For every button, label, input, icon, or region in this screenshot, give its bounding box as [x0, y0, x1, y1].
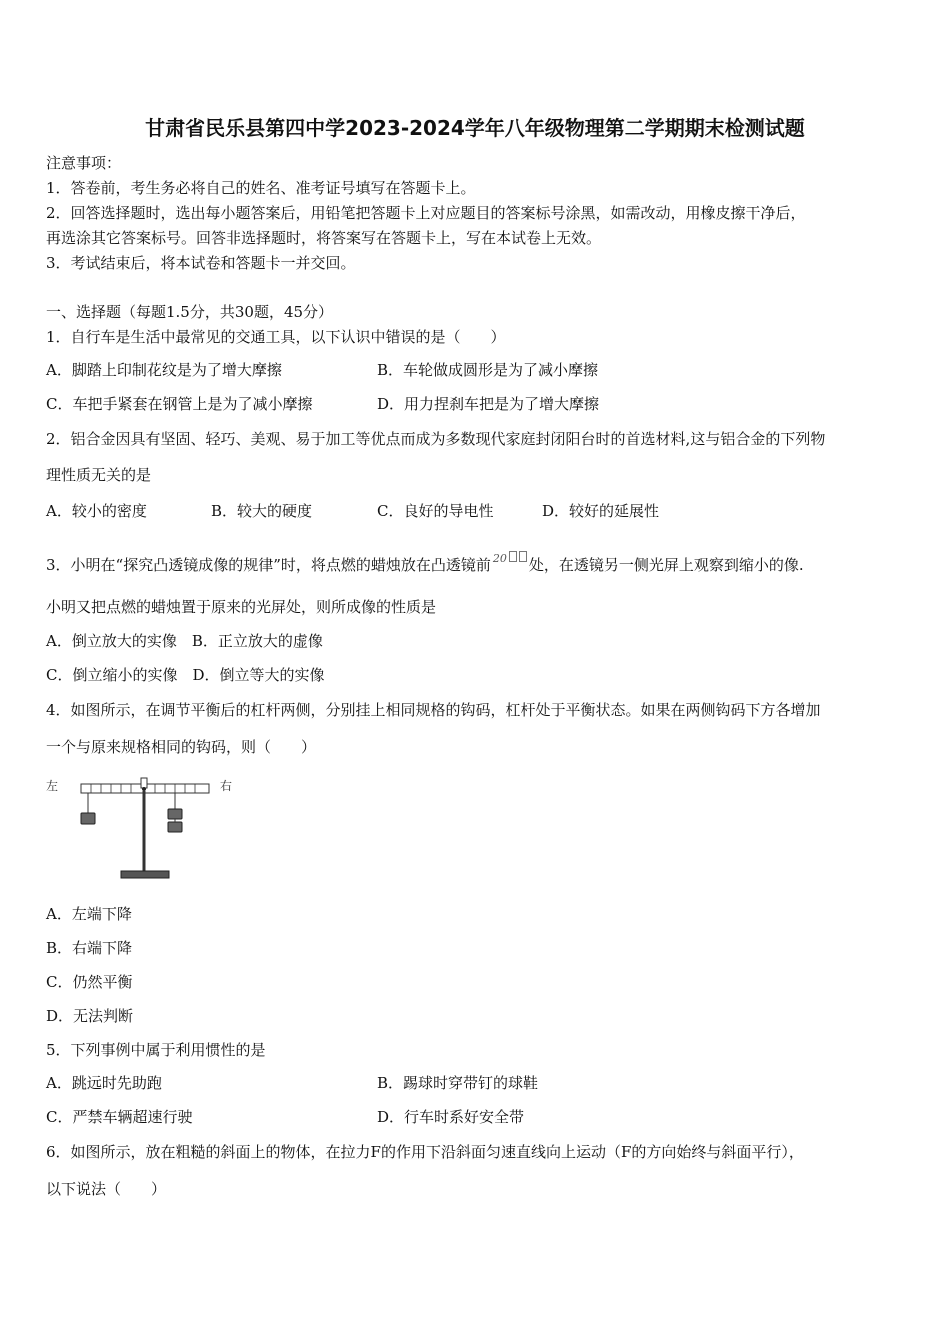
option-d: D．较好的延展性 — [542, 502, 660, 520]
option-a: A．跳远时先助跑 — [46, 1074, 162, 1092]
option-b: B．右端下降 — [46, 939, 133, 957]
notice-item: 2．回答选择题时，选出每小题答案后，用铅笔把答题卡上对应题目的答案标号涂黑，如需改动，用橡皮擦干净后， — [46, 204, 806, 222]
option-a: A．脚踏上印制花纹是为了增大摩擦 — [46, 361, 282, 379]
option-c: C．车把手紧套在钢管上是为了减小摩擦 — [46, 395, 313, 413]
question-stem: 1．自行车是生活中最常见的交通工具，以下认识中错误的是（ ） — [46, 328, 506, 346]
notice-item: 3．考试结束后，将本试卷和答题卡一并交回。 — [46, 254, 356, 272]
missing-glyph-icon — [509, 551, 517, 562]
notice-item: 再选涂其它答案标号。回答非选择题时，将答案写在答题卡上，写在本试卷上无效。 — [46, 229, 602, 247]
notice-item: 1．答卷前，考生务必将自己的姓名、准考证号填写在答题卡上。 — [46, 179, 476, 197]
question-stem: 4．如图所示，在调节平衡后的杠杆两侧，分别挂上相同规格的钩码，杠杆处于平衡状态。如果在两侧钩码下方各增加 — [46, 701, 821, 719]
question-stem: 6．如图所示，放在粗糙的斜面上的物体，在拉力F的作用下沿斜面匀速直线向上运动（F的方向始终与斜面平行）， — [46, 1143, 804, 1161]
distance-formula — [493, 549, 527, 569]
question-stem-cont: 理性质无关的是 — [46, 466, 152, 484]
notice-heading: 注意事项： — [46, 154, 122, 172]
option-d: D．行车时系好安全带 — [377, 1108, 525, 1126]
formula-text: 20 — [492, 552, 507, 565]
option-c: C．严禁车辆超速行驶 — [46, 1108, 193, 1126]
question-stem: 5．下列事例中属于利用惯性的是 — [46, 1041, 266, 1059]
question-stem — [46, 549, 804, 575]
option-a: A．较小的密度 — [46, 502, 147, 520]
option-c: C．良好的导电性 — [377, 502, 494, 520]
option-d: D．无法判断 — [46, 1007, 134, 1025]
option-a: A．左端下降 — [46, 905, 132, 923]
question-stem-cont: 小明又把点燃的蜡烛置于原来的光屏处，则所成像的性质是 — [46, 598, 437, 616]
left-label: 左 — [46, 779, 59, 793]
option-d: D．用力捏刹车把是为了增大摩擦 — [377, 395, 600, 413]
question-stem-cont: 以下说法（ ） — [46, 1180, 167, 1198]
stem-text: 处，在透镜另一侧光屏上观察到缩小的像. — [528, 556, 804, 574]
section-heading: 一、选择题（每题1.5分，共30题，45分） — [46, 303, 334, 321]
question-stem-cont: 一个与原来规格相同的钩码，则（ ） — [46, 738, 317, 756]
question-stem: 2．铝合金因具有坚固、轻巧、美观、易于加工等优点而成为多数现代家庭封闭阳台时的首选材料,这与铝合金的下列物 — [46, 430, 826, 448]
option-b: B．较大的硬度 — [211, 502, 313, 520]
lever-figure — [44, 775, 244, 885]
stem-text: 3．小明在“探究凸透镜成像的规律”时，将点燃的蜡烛放在凸透镜前 — [46, 556, 491, 574]
page-title: 甘肃省民乐县第四中学2023-2024学年八年级物理第二学期期末检测试题 — [145, 116, 805, 140]
options-cd: C．倒立缩小的实像 D．倒立等大的实像 — [46, 666, 325, 684]
right-label: 右 — [220, 779, 233, 793]
missing-glyph-icon — [519, 551, 527, 562]
lever-diagram — [44, 775, 244, 885]
options-ab: A．倒立放大的实像 B．正立放大的虚像 — [46, 632, 323, 650]
option-c: C．仍然平衡 — [46, 973, 133, 991]
option-b: B．踢球时穿带钉的球鞋 — [377, 1074, 539, 1092]
option-b: B．车轮做成圆形是为了减小摩擦 — [377, 361, 599, 379]
